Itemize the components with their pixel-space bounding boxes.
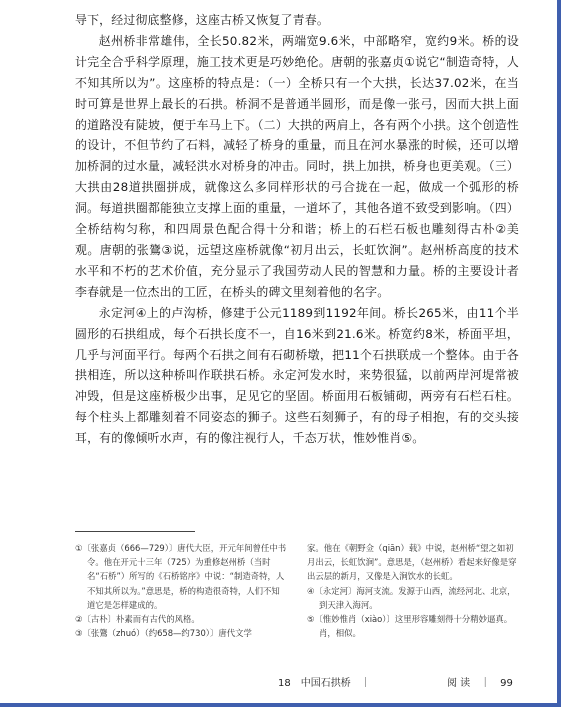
- footnote-divider: [75, 531, 195, 532]
- footnote-1: ①〔张嘉贞（666—729）〕唐代大臣，开元年间曾任中书令。他在开元十三年（725）为重修赵州桥（当时名“石桥”）所写的《石桥铭序》中说：“制造奇特，人不知其所以为。”意思是，桥的构造很奇特，人们不知道它是怎样建成的。: [75, 543, 287, 610]
- main-text: [75, 10, 519, 449]
- footnote-3: ③〔张鷟（zhuó）（约658—约730）〕唐代文学: [75, 628, 252, 639]
- page-footer: [0, 672, 557, 692]
- footnotes-right-column: [307, 541, 519, 640]
- paragraph-1: 导下，经过彻底整修，这座古桥又恢复了青春。: [75, 13, 329, 27]
- footer-page-number: 阅 读 ｜ 99: [447, 678, 513, 689]
- footnotes: [75, 541, 519, 640]
- footer-chapter: 18 中国石拱桥 ｜: [278, 678, 371, 689]
- footnotes-left-column: [75, 541, 287, 640]
- footnote-5: ⑤〔惟妙惟肖（xiào）〕这里形容雕刻得十分精妙逼真。肖，相似。: [307, 614, 513, 639]
- paragraph-2: 赵州桥非常雄伟，全长50.82米，两端宽9.6米，中部略窄，宽约9米。桥的设计完全合乎科学原理，施工技术更是巧妙绝伦。唐朝的张嘉贞①说它“制造奇特，人不知其所以为”。这座桥的特点是：（一）全桥只有一个大拱，长达37.02米，在当时可算是世界上最长的石拱。桥洞不是普通半圆形，而是像一张弓，因而大拱上面的道路没有陡坡，便于车马上下。（二）大拱的两肩上，各有两个小拱。这个创造性的设计，不但节约了石料，减轻了桥身的重量，而且在河水暴涨的时候，还可以增加桥洞的过水量，减轻洪水对桥身的冲击。同时，拱上加拱，桥身也更美观。（三）大拱由28道拱圈拼成，就像这么多同样形状的弓合拢在一起，做成一个弧形的桥洞。每道拱圈都能独立支撑上面的重量，一道坏了，其他各道不致受到影响。（四）全桥结构匀称，和四周景色配合得十分和谐；桥上的石栏石板也雕刻得古朴②美观。唐朝的张鷟③说，远望这座桥就像“初月出云，长虹饮涧”。赵州桥高度的技术水平和不朽的艺术价值，充分显示了我国劳动人民的智慧和力量。桥的主要设计者李春就是一位杰出的工匠，在桥头的碑文里刻着他的名字。: [75, 33, 519, 299]
- footnote-4: ④〔永定河〕海河支流。发源于山西，流经河北、北京，到天津入海河。: [307, 585, 516, 610]
- paragraph-3: 永定河④上的卢沟桥，修建于公元1189到1192年间。桥长265米，由11个半圆形的石拱组成，每个石拱长度不一，自16米到21.6米。桥宽约8米，桥面平坦，几乎与河面平行。每两个石拱之间有石砌桥墩，把11个石拱联成一个整体。由于各拱相连，所以这种桥叫作联拱石桥。永定河发水时，来势很猛，以前两岸河堤常被冲毁，但是这座桥极少出事，足见它的坚固。桥面用石板铺砌，两旁有石栏石柱。每个柱头上都雕刻着不同姿态的狮子。这些石刻狮子，有的母子相抱，有的交头接耳，有的像倾听水声，有的像注视行人，千态万状，惟妙惟肖⑤。: [75, 305, 519, 446]
- footnote-3-continued: 家。他在《朝野佥（qiān）载》中说，赵州桥“望之如初月出云，长虹饮涧”。意思是，（赵州桥）看起来好像是穿出云层的新月，又像是入涧饮水的长虹。: [307, 543, 517, 582]
- footnote-2: ②〔古朴〕朴素而有古代的风格。: [75, 614, 200, 625]
